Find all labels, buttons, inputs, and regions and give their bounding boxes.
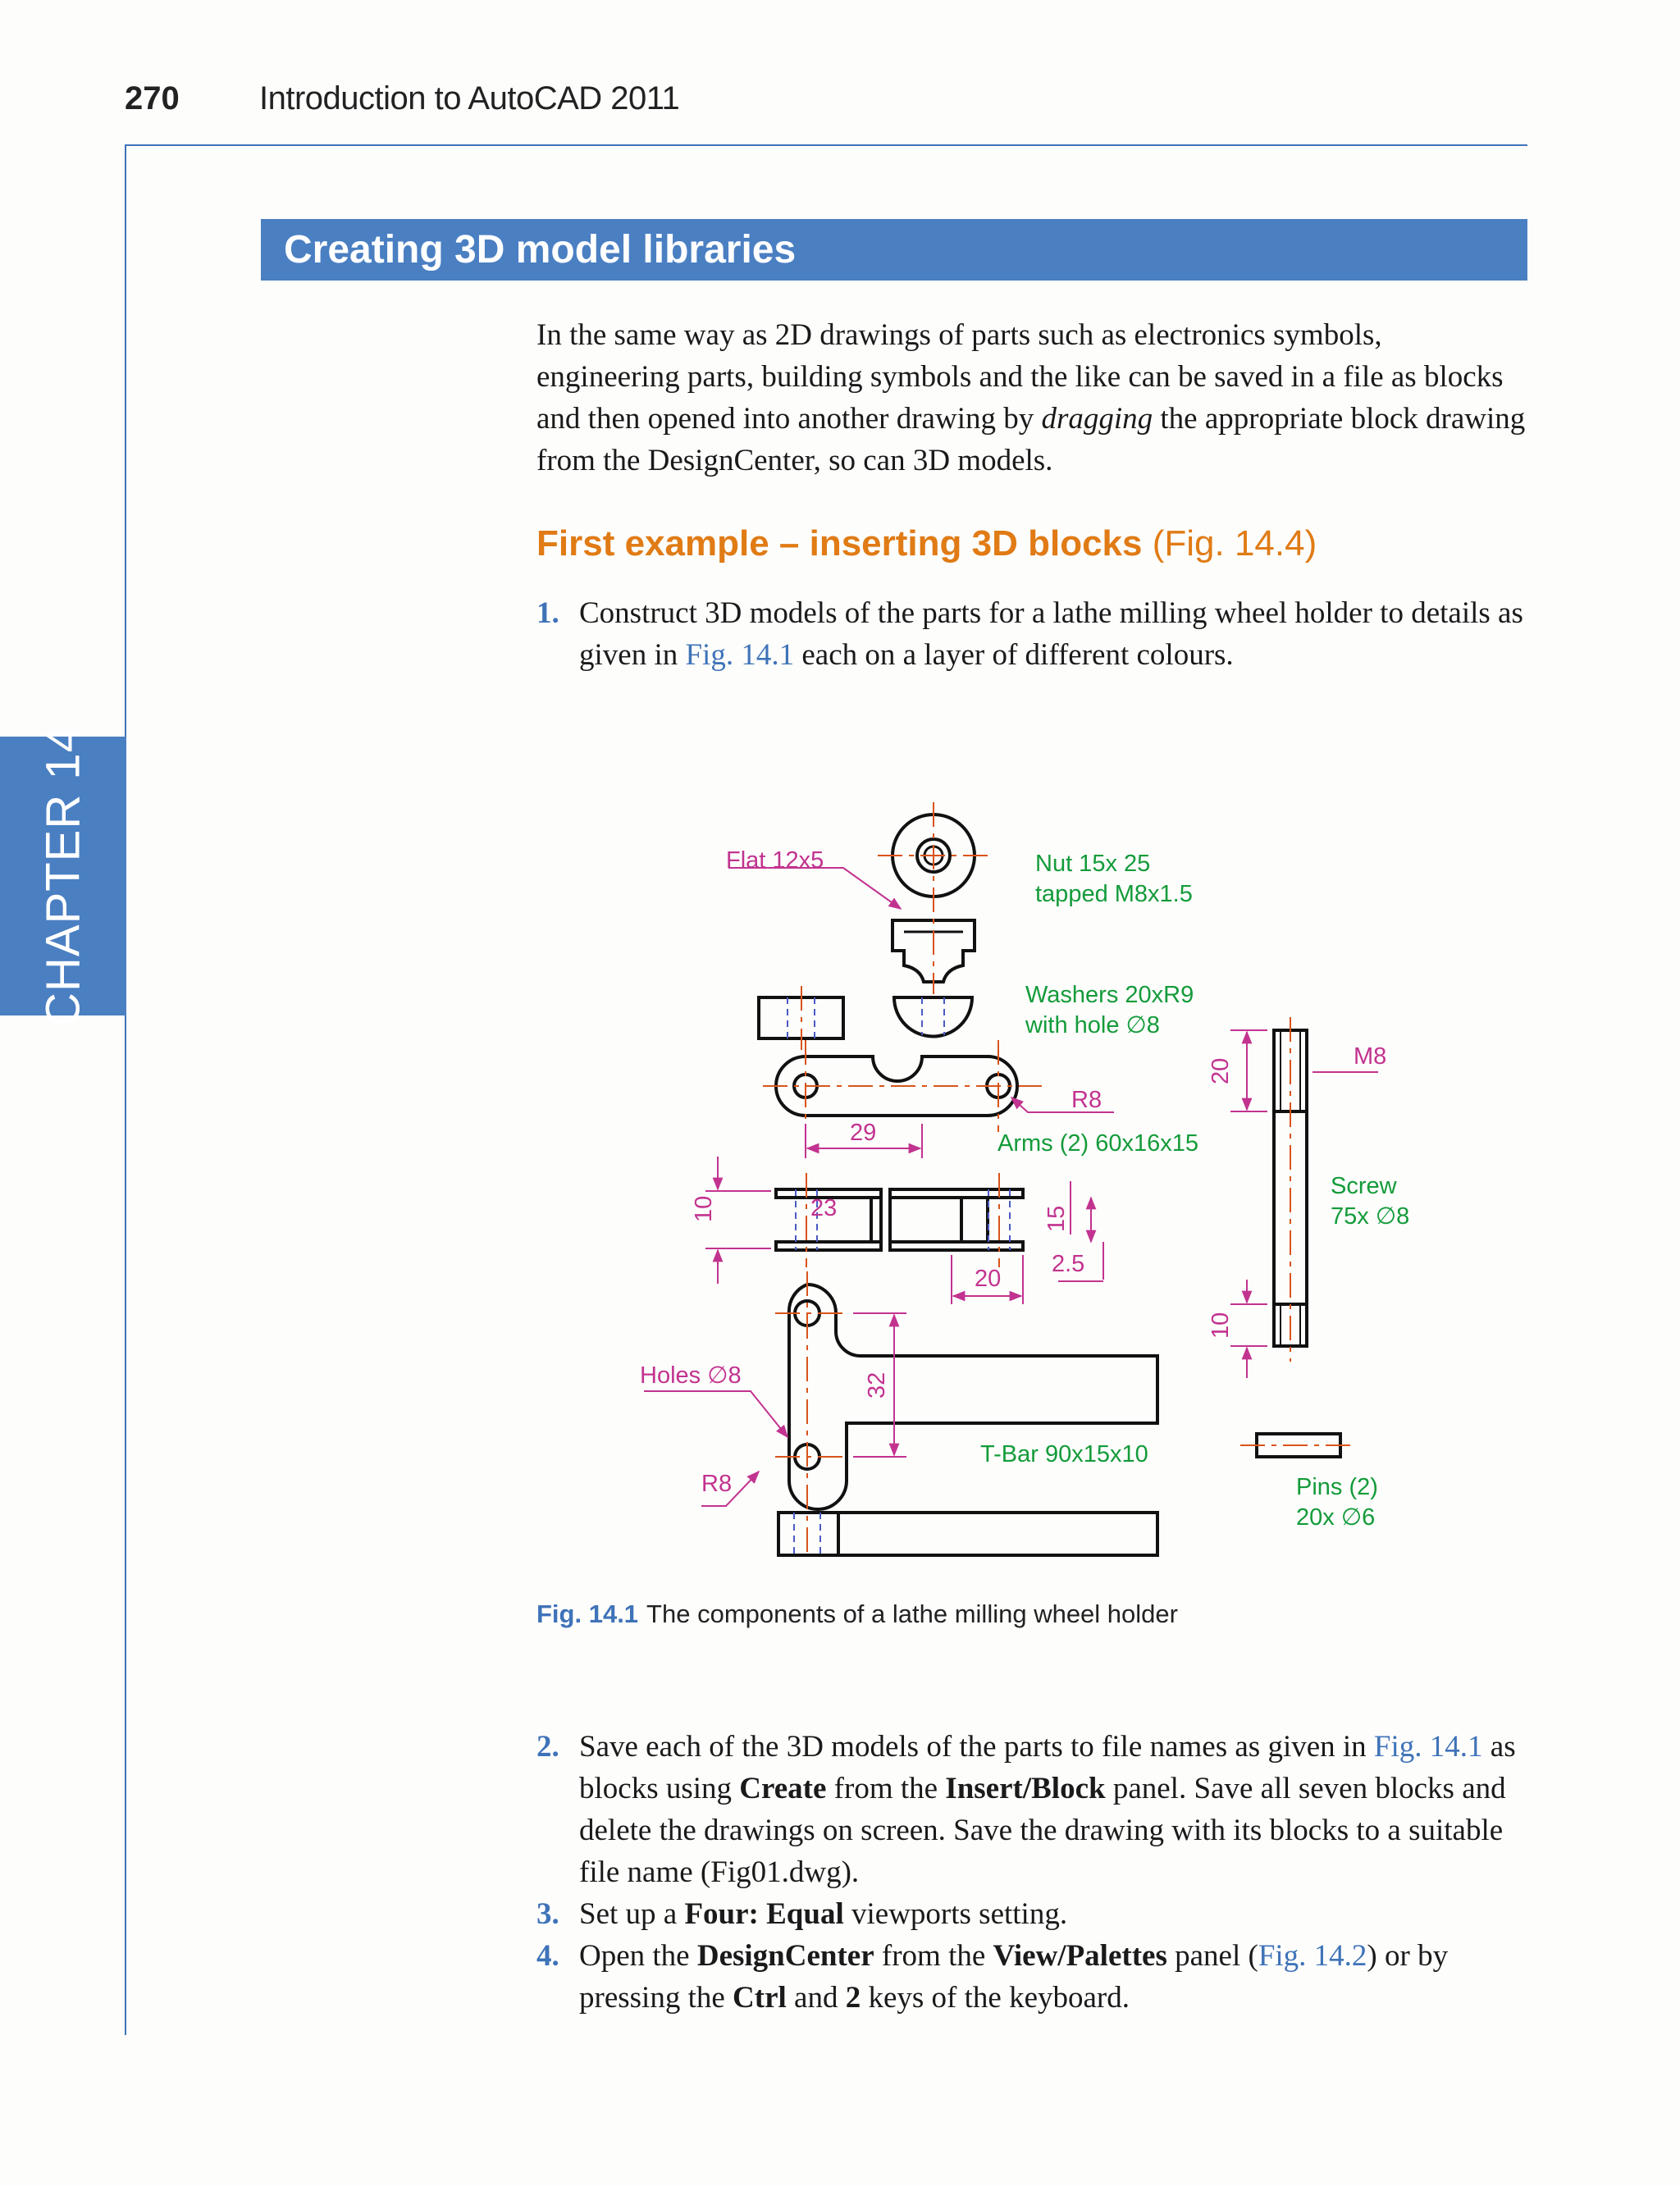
subheading-figure-ref: (Fig. 14.4) — [1152, 523, 1317, 564]
washer-hidden-lines — [788, 997, 944, 1038]
step-bold: DesignCenter — [696, 1939, 874, 1973]
dim-20-screw: 20 — [1208, 1057, 1234, 1084]
list-item — [536, 1935, 1529, 2019]
dim-10-arm: 10 — [691, 1195, 717, 1222]
page-number: 270 — [125, 80, 180, 116]
step-number: 2. — [536, 1730, 559, 1764]
section-title: Creating 3D model libraries — [284, 228, 797, 272]
caption-text: The components of a lathe milling wheel holder — [646, 1600, 1178, 1628]
nut-label-line1: Nut 15x 25 — [1035, 851, 1151, 877]
pins-label-line2: 20x ∅6 — [1296, 1504, 1376, 1531]
step-bold: 2 — [845, 1981, 861, 2015]
washers-label-line2: with hole ∅8 — [1025, 1012, 1160, 1038]
figure-link[interactable]: Fig. 14.1 — [1373, 1730, 1483, 1764]
step-bold: Four: Equal — [684, 1897, 844, 1931]
list-item — [536, 1893, 1529, 1935]
step-text: from the — [826, 1772, 946, 1805]
tbar-label: T-Bar 90x15x10 — [980, 1441, 1148, 1467]
dim-29: 29 — [850, 1120, 877, 1146]
step-number: 4. — [536, 1939, 559, 1973]
dim-2-5: 2.5 — [1052, 1251, 1085, 1277]
nut-centerlines — [878, 802, 989, 994]
step-text: panel. Save all seven blocks and delete the drawings on screen. Save the drawing with its blocks to a suitable file name (Fig01.dwg). — [579, 1772, 1506, 1889]
step-text: ) or by pressing the — [579, 1939, 1449, 2015]
washers-label-line1: Washers 20xR9 — [1025, 982, 1194, 1008]
list-item — [536, 1726, 1529, 1893]
step-list-2 — [536, 1726, 1529, 2019]
step-bold: Ctrl — [733, 1981, 787, 2015]
figure-link[interactable]: Fig. 14.2 — [1258, 1939, 1367, 1973]
dim-10-screw: 10 — [1208, 1312, 1234, 1339]
dim-32: 32 — [864, 1371, 890, 1399]
dim-15: 15 — [1043, 1205, 1070, 1232]
step-bold: Insert/Block — [945, 1772, 1106, 1805]
screw-thread-label: M8 — [1354, 1043, 1387, 1070]
dim-23: 23 — [810, 1195, 838, 1221]
step-text: panel ( — [1166, 1939, 1258, 1973]
step-text: viewports setting. — [843, 1897, 1068, 1931]
figure-link[interactable]: Fig. 14.1 — [685, 638, 795, 672]
step-text: as blocks using — [579, 1730, 1516, 1805]
leader-lines — [644, 868, 1114, 1506]
step-text: keys of the keyboard. — [861, 1981, 1130, 2015]
step-number: 3. — [536, 1897, 559, 1931]
subheading-text: First example – inserting 3D blocks — [536, 523, 1153, 564]
step-text: and — [786, 1981, 846, 2015]
running-title: Introduction to AutoCAD 2011 — [259, 80, 680, 116]
step-text: from the — [874, 1939, 993, 1973]
step-bold: Create — [739, 1772, 827, 1805]
washer-parts — [759, 997, 972, 1038]
screw-label-line1: Screw — [1331, 1173, 1397, 1199]
dim-20-arm: 20 — [975, 1266, 1002, 1292]
intro-text-end: the appropriate block drawing from the DesignCenter, so can 3D models. — [536, 402, 1526, 477]
flat-label: Flat 12x5 — [726, 847, 824, 874]
caption-figure-number: Fig. 14.1 — [536, 1600, 639, 1628]
arms-label: Arms (2) 60x16x15 — [998, 1130, 1198, 1157]
tbar-plan — [789, 1285, 1157, 1509]
tbar-radius-label: R8 — [701, 1471, 733, 1497]
step-number: 1. — [536, 596, 559, 630]
chapter-tab-label: CHAPTER 14 — [36, 725, 90, 1027]
step-bold: View/Palettes — [993, 1939, 1167, 1973]
step-text: Construct 3D models of the parts for a lathe milling wheel holder to details as given in — [579, 596, 1523, 672]
screw-label-line2: 75x ∅8 — [1331, 1203, 1410, 1230]
tbar-elevation — [778, 1513, 1157, 1555]
pins-label-line1: Pins (2) — [1296, 1474, 1378, 1500]
arm-centerlines — [763, 1040, 1042, 1132]
step-text: Save each of the 3D models of the parts to file names as given in — [579, 1730, 1374, 1764]
holes-label: Holes ∅8 — [640, 1362, 742, 1389]
nut-label-line2: tapped M8x1.5 — [1035, 881, 1193, 907]
intro-text: In the same way as 2D drawings of parts such as electronics symbols, engineering parts, building symbols and the like can be saved in a file as blocks and then opened into another drawing by — [536, 318, 1504, 436]
step-text: Open the — [579, 1939, 697, 1973]
intro-emphasis: dragging — [1041, 402, 1153, 436]
step-text: Set up a — [579, 1897, 685, 1931]
arm-radius-label: R8 — [1071, 1087, 1102, 1113]
step-text: each on a layer of different colours. — [794, 638, 1234, 672]
figure-caption — [536, 1600, 1178, 1629]
